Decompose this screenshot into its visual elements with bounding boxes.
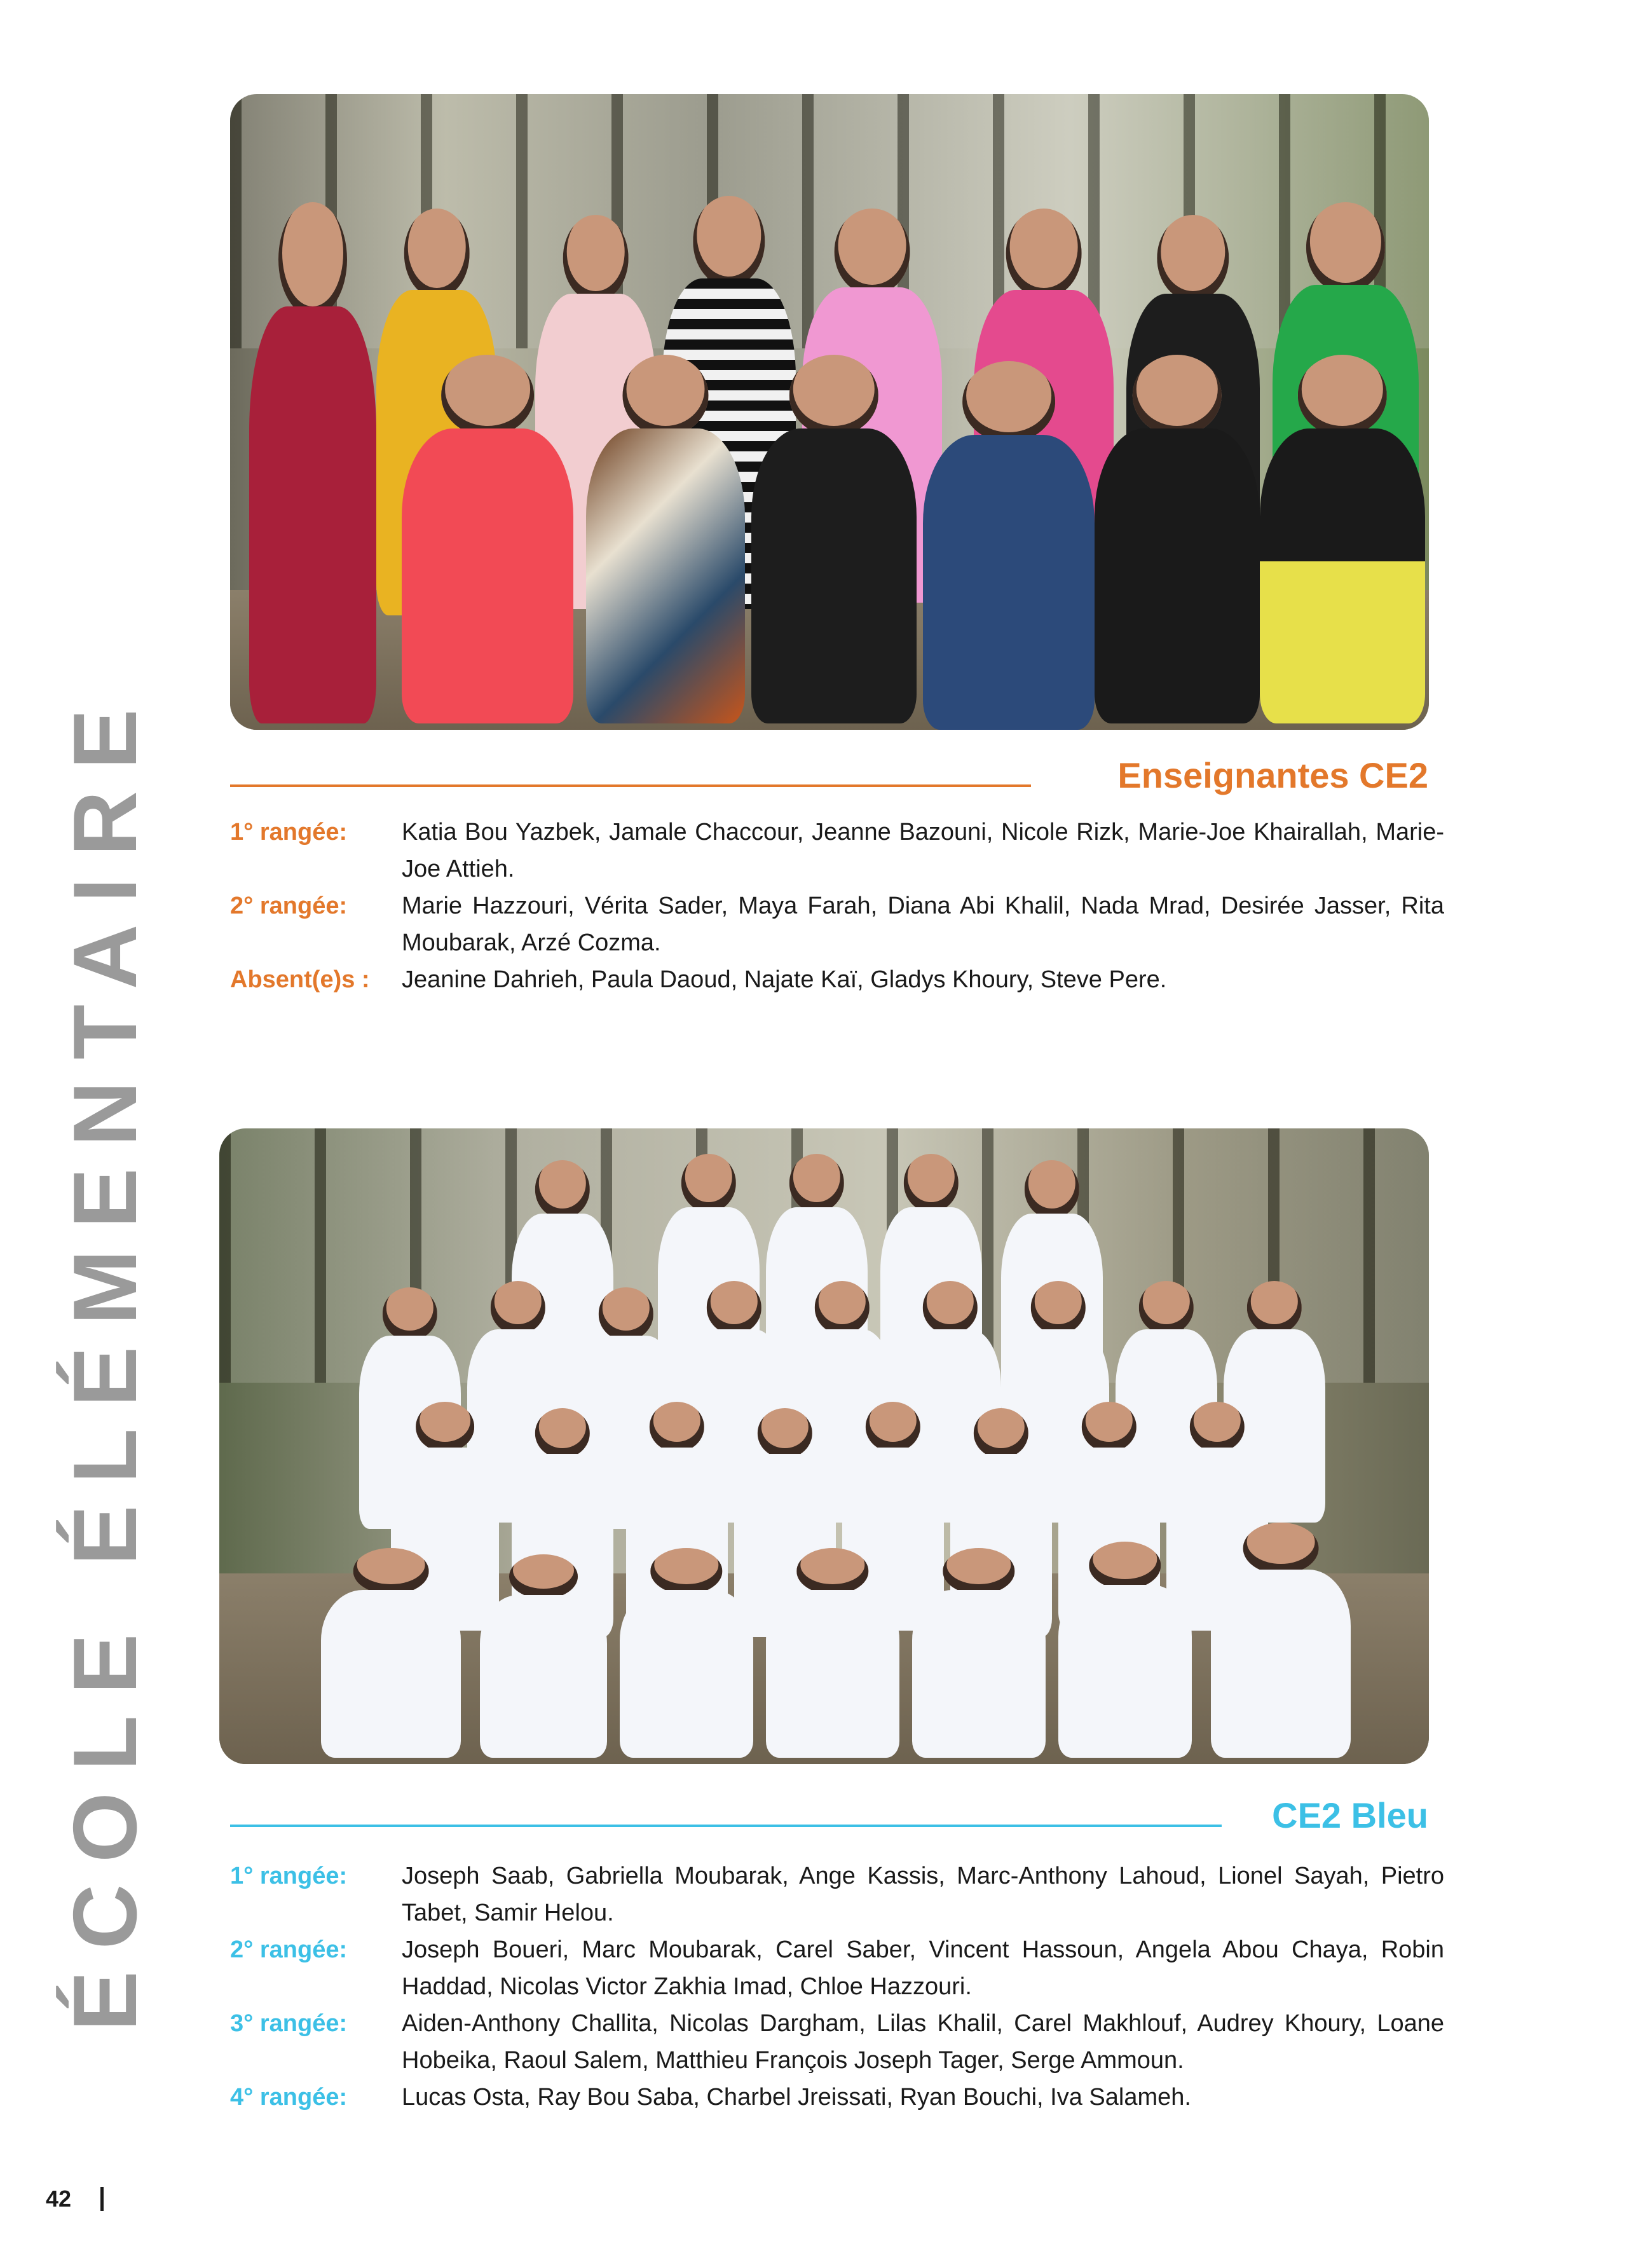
class-row: [230, 2079, 1444, 2116]
row-names: Katia Bou Yazbek, Jamale Chaccour, Jeanne Bazouni, Nicole Rizk, Marie-Joe Khairallah, Marie-Joe Attieh.: [402, 819, 1444, 882]
person: [751, 355, 917, 723]
person: [402, 355, 573, 723]
person: [766, 1548, 899, 1758]
class-title: CE2 Bleu: [1272, 1795, 1428, 1835]
person: [912, 1548, 1046, 1758]
row-names: Aiden-Anthony Challita, Nicolas Dargham, Lilas Khalil, Carel Makhlouf, Audrey Khoury, Loane Hobeika, Raoul Salem, Matthieu François Joseph Tager, Serge Ammoun.: [402, 2010, 1444, 2074]
row-names: Jeanine Dahrieh, Paula Daoud, Najate Kaï, Gladys Khoury, Steve Pere.: [402, 966, 1167, 993]
row-label: 2° rangée:: [230, 893, 348, 919]
teachers-row: [230, 814, 1444, 887]
row-label: 1° rangée:: [230, 819, 348, 846]
teachers-group-photo: [230, 94, 1429, 730]
row-label: 1° rangée:: [230, 1863, 348, 1889]
row-label: 4° rangée:: [230, 2084, 348, 2111]
row-names: Joseph Boueri, Marc Moubarak, Carel Saber, Vincent Hassoun, Angela Abou Chaya, Robin Haddad, Nicolas Victor Zakhia Imad, Chloe Hazzouri.: [402, 1936, 1444, 2000]
teachers-row: [230, 961, 1444, 998]
class-group-photo: [219, 1128, 1429, 1764]
teachers-row: [230, 887, 1444, 961]
class-row: [230, 1931, 1444, 2005]
row-label: 3° rangée:: [230, 2010, 348, 2037]
page-number: 42: [46, 2186, 72, 2212]
section-vertical-title: ÉCOLE ÉLÉMENTAIRE: [55, 687, 156, 2031]
class-title-rule: [230, 1825, 1222, 1827]
person: [923, 361, 1095, 730]
person: [321, 1548, 461, 1758]
row-names: Marie Hazzouri, Vérita Sader, Maya Farah, Diana Abi Khalil, Nada Mrad, Desirée Jasser, Rita Moubarak, Arzé Cozma.: [402, 893, 1444, 956]
person: [480, 1554, 607, 1758]
teachers-title-rule: [230, 784, 1031, 787]
person: [620, 1548, 753, 1758]
class-row: [230, 2005, 1444, 2079]
teachers-title: Enseignantes CE2: [1117, 755, 1428, 795]
person: [249, 202, 376, 723]
row-label: Absent(e)s :: [230, 966, 370, 993]
row-names: Joseph Saab, Gabriella Moubarak, Ange Kassis, Marc-Anthony Lahoud, Lionel Sayah, Pietro Tabet, Samir Helou.: [402, 1863, 1444, 1926]
person: [586, 355, 745, 723]
page-number-divider: [100, 2187, 104, 2211]
row-names: Lucas Osta, Ray Bou Saba, Charbel Jreissati, Ryan Bouchi, Iva Salameh.: [402, 2084, 1191, 2111]
person: [1058, 1542, 1192, 1758]
row-label: 2° rangée:: [230, 1936, 348, 1963]
class-names: [230, 1858, 1444, 2116]
person: [1095, 355, 1260, 723]
teachers-names: [230, 814, 1444, 998]
class-row: [230, 1858, 1444, 1931]
person: [1260, 355, 1425, 723]
person: [1211, 1523, 1351, 1758]
